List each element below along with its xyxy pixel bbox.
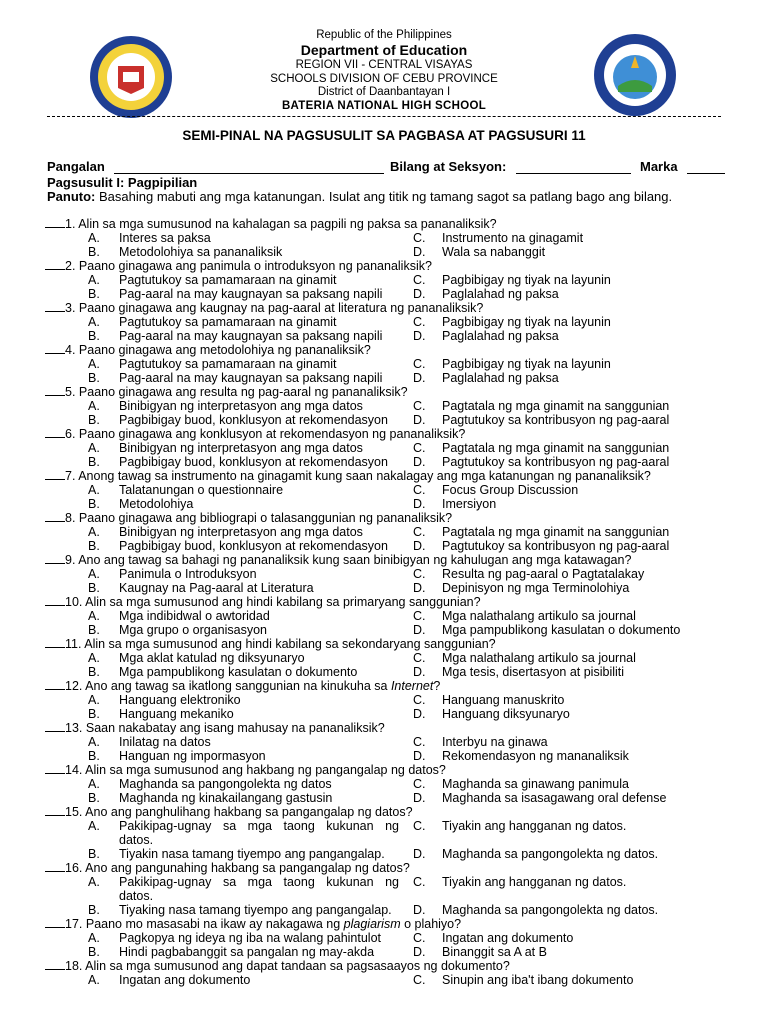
option-letter: B. (88, 707, 100, 721)
region-text: REGION VII - CENTRAL VISAYAS (295, 59, 473, 71)
answer-blank[interactable] (45, 637, 65, 648)
option-text: Maghanda sa pangongolekta ng datos (119, 777, 332, 791)
option-text: Hindi pagbabanggit sa pangalan ng may-akda (119, 945, 375, 959)
options-row (45, 791, 735, 805)
option-text: Pag-aaral na may kaugnayan sa paksang napili (119, 329, 383, 343)
answer-blank[interactable] (45, 595, 65, 606)
question-item (45, 917, 735, 931)
option-text: Pagtutukoy sa pamamaraan na ginamit (119, 315, 337, 329)
option-letter: A. (88, 777, 100, 791)
option-text: Sinupin ang iba't ibang dokumento (442, 973, 634, 987)
option-letter: C. (413, 399, 426, 413)
option-letter: A. (88, 735, 100, 749)
option-text: Maghanda sa ginawang panimula (442, 777, 629, 791)
option-letter: C. (413, 231, 426, 245)
options-row (45, 777, 735, 791)
option-letter: B. (88, 581, 100, 595)
answer-blank[interactable] (45, 553, 65, 564)
option-text: Metodolohiya (119, 497, 194, 511)
question-text: Alin sa mga sumusunod ang hindi kabilang sa primaryang sanggunian? (85, 595, 481, 609)
option-text: Interes sa paksa (119, 231, 211, 245)
option-text: Binibigyan ng interpretasyon ang mga datos (119, 525, 363, 539)
option-text: Talatanungan o questionnaire (119, 483, 284, 497)
question-item (45, 595, 735, 609)
option-letter: B. (88, 623, 100, 637)
name-blank[interactable] (114, 161, 384, 174)
department-text: Department of Education (300, 42, 468, 58)
question-item (45, 469, 735, 483)
option-letter: A. (88, 399, 100, 413)
answer-blank[interactable] (45, 721, 65, 732)
option-text: Tiyakin ang hangganan ng datos. (442, 819, 627, 833)
option-letter: B. (88, 847, 100, 861)
options-row (45, 665, 735, 679)
options-row (45, 735, 735, 749)
option-text: Tiyakin nasa tamang tiyempo ang pangangalap. (119, 847, 385, 861)
option-letter: B. (88, 329, 100, 343)
option-text: Pagbibigay ng tiyak na layunin (442, 273, 611, 287)
answer-blank[interactable] (45, 679, 65, 690)
option-text: Pag-aaral na may kaugnayan sa paksang napili (119, 287, 383, 301)
exam-title: SEMI-PINAL NA PAGSUSULIT SA PAGBASA AT PAGSUSURI 11 (182, 128, 586, 143)
question-number: 9. (65, 553, 79, 567)
options-row (45, 819, 735, 833)
option-text: Maghanda sa isasagawang oral defense (442, 791, 667, 805)
score-blank[interactable] (687, 161, 725, 174)
option-text: Metodolohiya sa pananaliksik (119, 245, 283, 259)
option-text: Ingatan ang dokumento (442, 931, 574, 945)
options-row (45, 413, 735, 427)
option-letter: B. (88, 945, 100, 959)
option-text: Mga pampublikong kasulatan o dokumento (119, 665, 358, 679)
question-item (45, 637, 735, 651)
question-text: Alin sa mga sumusunod na kahalagan sa pagpili ng paksa sa pananaliksik? (78, 217, 497, 231)
options-row (45, 231, 735, 245)
option-text: Imersiyon (442, 497, 497, 511)
option-text: Rekomendasyon ng mananaliksik (442, 749, 629, 763)
question-number: 1. (65, 217, 79, 231)
question-text: Alin sa mga sumusunod ang hindi kabilang sa sekondaryang sanggunian? (84, 637, 496, 651)
option-text: Pagbibigay buod, konklusyon at rekomendasyon (119, 413, 388, 427)
options-row (45, 567, 735, 581)
options-row (45, 945, 735, 959)
option-text: Mga grupo o organisasyon (119, 623, 268, 637)
option-letter: D. (413, 749, 426, 763)
option-text: Instrumento na ginagamit (442, 231, 584, 245)
question-number: 5. (65, 385, 79, 399)
option-letter: B. (88, 455, 100, 469)
option-letter: C. (413, 931, 426, 945)
options-row (45, 609, 735, 623)
question-text: Alin sa mga sumusunod ang hakbang ng pangangalap ng datos? (85, 763, 446, 777)
options-row (45, 875, 735, 889)
option-text: Binanggit sa A at B (442, 945, 547, 959)
option-text: Hanguang mekaniko (119, 707, 234, 721)
option-letter: C. (413, 315, 426, 329)
options-row (45, 581, 735, 595)
question-item (45, 511, 735, 525)
question-item (45, 861, 735, 875)
question-text: Ano ang panghulihang hakbang sa pangangalap ng datos? (85, 805, 413, 819)
header-divider (47, 116, 721, 117)
option-letter: B. (88, 287, 100, 301)
school-seal-logo (90, 36, 172, 118)
option-letter: B. (88, 371, 100, 385)
options-row (45, 651, 735, 665)
question-item (45, 343, 735, 357)
option-text: Maghanda sa pangongolekta ng datos. (442, 847, 659, 861)
answer-blank[interactable] (45, 385, 65, 396)
options-row (45, 357, 735, 371)
answer-blank[interactable] (45, 469, 65, 480)
option-text: Mga indibidwal o awtoridad (119, 609, 270, 623)
options-row (45, 525, 735, 539)
option-text: Maghanda sa pangongolekta ng datos. (442, 903, 659, 917)
option-letter: B. (88, 413, 100, 427)
question-text: Alin sa mga sumusunod ang dapat tandaan sa pagsasaayos ng dokumento? (85, 959, 510, 973)
section-field[interactable]: Bilang at Seksyon: (390, 159, 631, 174)
option-text: Mga aklat katulad ng diksyunaryo (119, 651, 305, 665)
question-italic: Internet (390, 679, 434, 693)
option-letter: A. (88, 483, 100, 497)
option-letter: C. (413, 875, 426, 889)
option-letter: B. (88, 497, 100, 511)
options-row (45, 273, 735, 287)
question-item (45, 959, 735, 973)
question-list (45, 217, 735, 987)
question-number: 2. (65, 259, 79, 273)
options-row-continued (45, 833, 735, 847)
question-text: Saan nakabatay ang isang mahusay na pananaliksik? (85, 721, 385, 735)
options-row (45, 399, 735, 413)
option-letter: D. (413, 329, 426, 343)
question-item (45, 427, 735, 441)
option-text-continued: datos. (119, 833, 154, 847)
answer-blank[interactable] (45, 805, 65, 816)
option-letter: A. (88, 273, 100, 287)
question-number: 3. (65, 301, 79, 315)
option-letter: C. (413, 525, 426, 539)
options-row (45, 693, 735, 707)
option-letter: C. (413, 651, 426, 665)
option-text: Pagtatala ng mga ginamit na sanggunian (442, 441, 670, 455)
question-text: Paano ginagawa ang metodolohiya ng pananaliksik? (78, 343, 371, 357)
question-item (45, 217, 735, 231)
option-text: Binibigyan ng interpretasyon ang mga datos (119, 441, 363, 455)
option-letter: C. (413, 693, 426, 707)
option-letter: C. (413, 777, 426, 791)
option-letter: A. (88, 651, 100, 665)
option-letter: B. (88, 665, 100, 679)
option-letter: A. (88, 875, 100, 889)
option-text: Pagtatala ng mga ginamit na sanggunian (442, 399, 670, 413)
name-field[interactable]: Pangalan (47, 159, 384, 174)
question-number: 12. (65, 679, 86, 693)
option-letter: D. (413, 945, 426, 959)
options-row (45, 539, 735, 553)
option-letter: B. (88, 791, 100, 805)
option-letter: D. (413, 287, 426, 301)
option-text: Paglalahad ng paksa (442, 329, 559, 343)
question-number: 14. (65, 763, 86, 777)
options-row (45, 245, 735, 259)
options-row (45, 483, 735, 497)
answer-blank[interactable] (45, 343, 65, 354)
option-text: Pagtutukoy sa kontribusyon ng pag-aaral (442, 539, 670, 553)
options-row (45, 497, 735, 511)
options-row (45, 973, 735, 987)
option-text: Tiyaking nasa tamang tiyempo ang pangangalap. (119, 903, 392, 917)
option-text: Paglalahad ng paksa (442, 371, 559, 385)
options-row (45, 903, 735, 917)
options-row (45, 455, 735, 469)
options-row (45, 623, 735, 637)
question-text: Ano ang pangunahing hakbang sa pangangalap ng datos? (85, 861, 410, 875)
option-text-continued: datos. (119, 889, 154, 903)
options-row (45, 749, 735, 763)
option-letter: D. (413, 623, 426, 637)
question-number: 7. (65, 469, 79, 483)
question-item (45, 301, 735, 315)
option-text: Hanguang manuskrito (442, 693, 565, 707)
question-number: 10. (65, 595, 86, 609)
options-row (45, 931, 735, 945)
question-text: Paano ginagawa ang resulta ng pag-aaral ng pananaliksik? (78, 385, 408, 399)
option-text: Binibigyan ng interpretasyon ang mga datos (119, 399, 363, 413)
option-letter: C. (413, 567, 426, 581)
option-letter: D. (413, 245, 426, 259)
option-letter: A. (88, 567, 100, 581)
question-text: Anong tawag sa instrumento na ginagamit kung saan nakalagay ang mga katanungan ng pananaliksik? (78, 469, 651, 483)
option-letter: C. (413, 273, 426, 287)
option-letter: A. (88, 525, 100, 539)
option-letter: D. (413, 455, 426, 469)
question-item (45, 385, 735, 399)
answer-blank[interactable] (45, 427, 65, 438)
question-text: Paano ginagawa ang bibliograpi o talasanggunian ng pananaliksik? (78, 511, 453, 525)
question-text: Ano ang tawag sa ikatlong sanggunian na kinukuha sa (85, 679, 391, 693)
option-letter: A. (88, 609, 100, 623)
option-letter: A. (88, 819, 100, 833)
answer-blank[interactable] (45, 511, 65, 522)
option-letter: C. (413, 973, 426, 987)
option-text: Pagbibigay ng tiyak na layunin (442, 357, 611, 371)
question-text: Paano ginagawa ang panimula o introduksyon ng pananaliksik? (78, 259, 432, 273)
options-row (45, 287, 735, 301)
option-letter: D. (413, 847, 426, 861)
question-item (45, 553, 735, 567)
option-letter: C. (413, 819, 426, 833)
question-text: Paano mo masasabi na ikaw ay nakagawa ng (85, 917, 344, 931)
answer-blank[interactable] (45, 301, 65, 312)
option-letter: A. (88, 441, 100, 455)
option-letter: A. (88, 315, 100, 329)
answer-blank[interactable] (45, 217, 65, 228)
option-text: Kaugnay na Pag-aaral at Literatura (119, 581, 314, 595)
division-seal-logo (594, 34, 676, 116)
answer-blank[interactable] (45, 259, 65, 270)
question-number: 17. (65, 917, 86, 931)
option-text: Inilatag na datos (119, 735, 211, 749)
option-letter: D. (413, 539, 426, 553)
option-text: Mga pampublikong kasulatan o dokumento (442, 623, 681, 637)
option-letter: D. (413, 371, 426, 385)
option-text: Ingatan ang dokumento (119, 973, 251, 987)
option-text: Interbyu na ginawa (442, 735, 548, 749)
option-letter: B. (88, 245, 100, 259)
answer-blank[interactable] (45, 763, 65, 774)
question-italic: plagiarism (343, 917, 401, 931)
answer-blank[interactable] (45, 959, 65, 970)
question-text: Ano ang tawag sa bahagi ng pananaliksik kung saan binibigyan ng kahulugan ang mga katawagan? (78, 553, 632, 567)
republic-text: Republic of the Philippines (316, 29, 452, 41)
part-heading: Pagsusulit I: Pagpipilian (47, 175, 198, 190)
option-letter: D. (413, 707, 426, 721)
option-text: Paglalahad ng paksa (442, 287, 559, 301)
option-letter: D. (413, 791, 426, 805)
option-text: Depinisyon ng mga Terminolohiya (442, 581, 630, 595)
option-letter: D. (413, 581, 426, 595)
option-text: Hanguang elektroniko (119, 693, 241, 707)
option-text: Pakikipag-ugnay sa mga taong kukunan ng (119, 819, 399, 833)
option-letter: D. (413, 413, 426, 427)
option-text: Mga tesis, disertasyon at pisibiliti (442, 665, 625, 679)
question-number: 16. (65, 861, 86, 875)
options-row (45, 329, 735, 343)
school-text: BATERIA NATIONAL HIGH SCHOOL (281, 99, 487, 112)
question-number: 18. (65, 959, 86, 973)
option-text: Focus Group Discussion (442, 483, 579, 497)
division-text: SCHOOLS DIVISION OF CEBU PROVINCE (270, 72, 498, 85)
option-letter: B. (88, 903, 100, 917)
option-text: Pagbibigay ng tiyak na layunin (442, 315, 611, 329)
option-letter: D. (413, 497, 426, 511)
question-number: 4. (65, 343, 79, 357)
answer-blank[interactable] (45, 861, 65, 872)
option-letter: B. (88, 539, 100, 553)
question-text: Paano ginagawa ang kaugnay na pag-aaral at literatura ng pananaliksik? (78, 301, 484, 315)
option-letter: A. (88, 973, 100, 987)
option-letter: A. (88, 693, 100, 707)
option-letter: A. (88, 231, 100, 245)
option-text: Maghanda ng kinakailangang gastusin (119, 791, 333, 805)
option-letter: D. (413, 903, 426, 917)
option-text: Mga nalathalang artikulo sa journal (442, 651, 636, 665)
question-text-end: ? (433, 679, 441, 693)
option-text: Pagtutukoy sa kontribusyon ng pag-aaral (442, 413, 670, 427)
option-text: Pagtutukoy sa kontribusyon ng pag-aaral (442, 455, 670, 469)
option-text: Pagbibigay buod, konklusyon at rekomendasyon (119, 539, 388, 553)
question-number: 13. (65, 721, 86, 735)
option-text: Pag-aaral na may kaugnayan sa paksang napili (119, 371, 383, 385)
option-letter: C. (413, 609, 426, 623)
question-number: 6. (65, 427, 79, 441)
option-text: Hanguan ng impormasyon (119, 749, 266, 763)
option-letter: C. (413, 441, 426, 455)
options-row (45, 371, 735, 385)
option-letter: B. (88, 749, 100, 763)
option-text: Pagtutukoy sa pamamaraan na ginamit (119, 273, 337, 287)
option-text: Pagtutukoy sa pamamaraan na ginamit (119, 357, 337, 371)
option-text: Pagbibigay buod, konklusyon at rekomendasyon (119, 455, 388, 469)
score-field[interactable]: Marka (640, 159, 725, 174)
district-text: District of Daanbantayan I (317, 86, 451, 98)
options-row (45, 315, 735, 329)
question-number: 11. (65, 637, 85, 651)
option-text: Tiyakin ang hangganan ng datos. (442, 875, 627, 889)
option-letter: A. (88, 357, 100, 371)
option-letter: C. (413, 483, 426, 497)
option-letter: A. (88, 931, 100, 945)
question-item (45, 679, 735, 693)
question-number: 15. (65, 805, 86, 819)
options-row (45, 707, 735, 721)
question-item (45, 721, 735, 735)
instructions: Panuto: Basahing mabuti ang mga katanungan. Isulat ang titik ng tamang sagot sa patlang bago ang bilang. (47, 189, 673, 204)
question-item (45, 805, 735, 819)
option-text: Resulta ng pag-aaral o Pagtatalakay (442, 567, 645, 581)
question-item (45, 763, 735, 777)
option-text: Wala sa nabanggit (442, 245, 546, 259)
option-letter: D. (413, 665, 426, 679)
option-text: Panimula o Introduksyon (119, 567, 257, 581)
answer-blank[interactable] (45, 917, 65, 928)
option-text: Hanguang diksyunaryo (442, 707, 570, 721)
option-text: Pagkopya ng ideya ng iba na walang pahintulot (119, 931, 382, 945)
option-text: Mga nalathalang artikulo sa journal (442, 609, 636, 623)
options-row (45, 847, 735, 861)
options-row (45, 441, 735, 455)
option-text: Pagtatala ng mga ginamit na sanggunian (442, 525, 670, 539)
options-row-continued (45, 889, 735, 903)
option-letter: C. (413, 357, 426, 371)
question-item (45, 259, 735, 273)
question-number: 8. (65, 511, 79, 525)
option-letter: C. (413, 735, 426, 749)
section-blank[interactable] (516, 161, 631, 174)
option-text: Pakikipag-ugnay sa mga taong kukunan ng (119, 875, 399, 889)
question-text-end: o plahiyo? (400, 917, 462, 931)
question-text: Paano ginagawa ang konklusyon at rekomendasyon ng pananaliksik? (78, 427, 466, 441)
